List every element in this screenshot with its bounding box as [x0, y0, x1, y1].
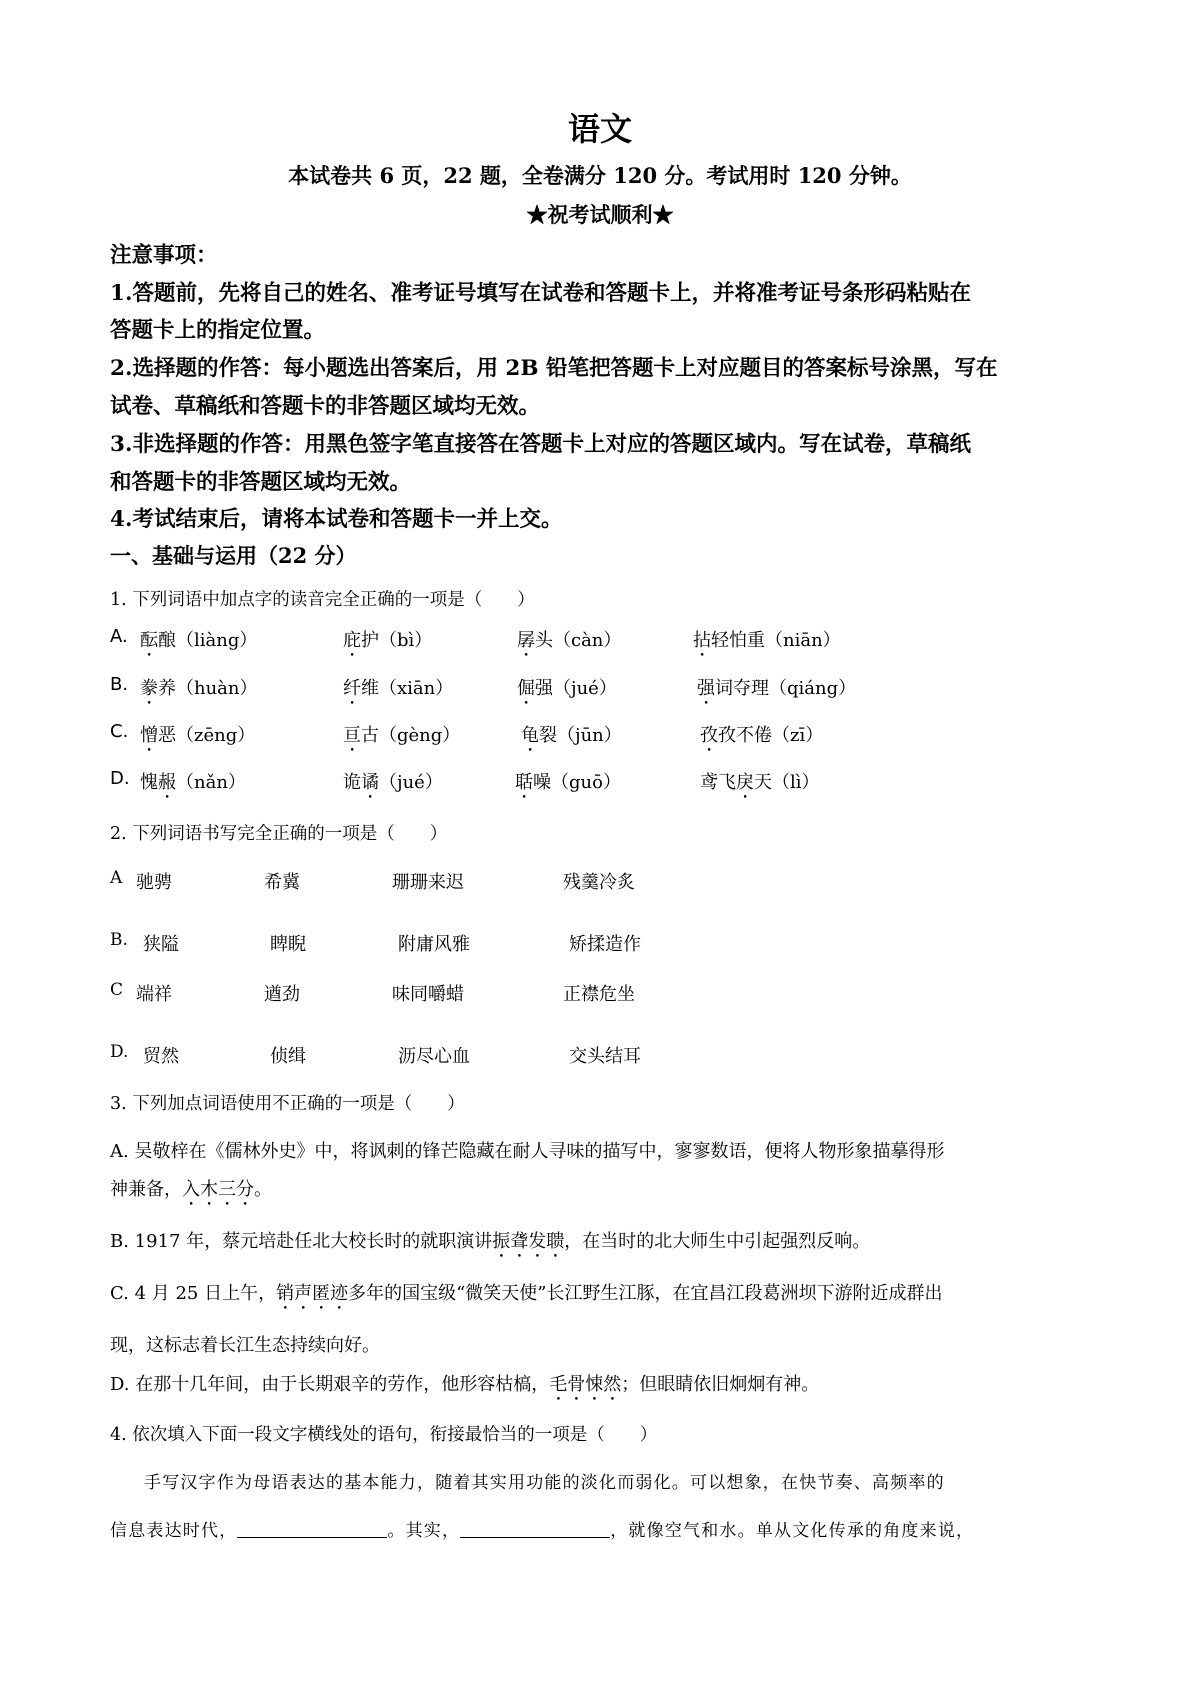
option-word: 庇护（bì） [343, 630, 433, 651]
option-word: 纤维（xiān） [343, 678, 454, 699]
page-title: 语文 [567, 110, 632, 148]
notice-line: 2.选择题的作答：每小题选出答案后，用 2B 铅笔把答题卡上对应题目的答案标号涂黑，写在 [110, 356, 998, 381]
option-label: B. [110, 674, 129, 695]
option-word: 矫揉造作 [569, 934, 641, 955]
option-word: 豢养（huàn） [140, 678, 258, 699]
section-heading: 一、基础与运用（22 分） [110, 543, 357, 568]
exam-info: 本试卷共 6 页，22 题，全卷满分 120 分。考试用时 120 分钟。 [288, 163, 912, 188]
question-1-stem: 1. 下列词语中加点字的读音完全正确的一项是（ ） [110, 590, 535, 610]
q4-passage-line2: 信息表达时代， 。其实， ，就像空气和水。单从文化传承的角度来说， [110, 1521, 975, 1541]
option-word: 狭隘 [143, 934, 179, 955]
q3-option-d: D. 在那十几年间，由于长期艰辛的劳作，他形容枯槁，毛骨悚然；但眼睛依旧炯炯有神。 [110, 1374, 820, 1395]
option-word: 端祥 [136, 984, 172, 1005]
option-word: 聒噪（guō） [515, 772, 621, 793]
option-word: 睥睨 [270, 934, 306, 955]
q3-option-c-line2: 现，这标志着长江生态持续向好。 [110, 1335, 380, 1356]
q3-option-a-line1: A. 吴敬梓在《儒林外史》中，将讽刺的锋芒隐藏在耐人寻味的描写中，寥寥数语，便将人物形象描摹得形 [110, 1141, 945, 1162]
option-word: 贸然 [143, 1046, 179, 1067]
question-2-stem: 2. 下列词语书写完全正确的一项是（ ） [110, 824, 448, 844]
option-word: 强词夺理（qiáng） [697, 678, 857, 699]
question-4-stem: 4. 依次填入下面一段文字横线处的语句，衔接最恰当的一项是（ ） [110, 1425, 658, 1445]
option-word: 孱头（càn） [517, 630, 622, 651]
notice-line: 和答题卡的非答题区域均无效。 [110, 470, 412, 495]
option-label: D. [110, 1042, 129, 1062]
option-word: 鸢飞戾天（lì） [700, 772, 820, 793]
option-word: 诡谲（jué） [343, 772, 443, 793]
notice-line: 答题卡上的指定位置。 [110, 318, 326, 343]
option-word: 交头结耳 [569, 1046, 641, 1067]
notice-line: 试卷、草稿纸和答题卡的非答题区域均无效。 [110, 394, 541, 419]
option-word: 酝酿（liàng） [140, 630, 258, 651]
q3-option-a-line2: 神兼备，入木三分。 [110, 1179, 272, 1200]
option-word: 残羹冷炙 [563, 872, 635, 893]
option-word: 侦缉 [270, 1046, 306, 1067]
notice-line: 4.考试结束后，请将本试卷和答题卡一并上交。 [110, 507, 563, 532]
q3-option-b: B. 1917 年，蔡元培赴任北大校长时的就职演讲振聋发聩，在当时的北大师生中引起强烈反响。 [110, 1231, 871, 1252]
option-label: B. [110, 930, 128, 950]
option-label: A. [110, 626, 128, 647]
notice-line: 1.答题前，先将自己的姓名、准考证号填写在试卷和答题卡上，并将准考证号条形码粘贴在 [110, 281, 971, 306]
notice-heading: 注意事项： [110, 243, 218, 268]
option-word: 珊珊来迟 [392, 872, 464, 893]
option-word: 遒劲 [264, 984, 300, 1005]
option-word: 龟裂（jūn） [521, 725, 622, 746]
q4-passage-line1: 手写汉字作为母语表达的基本能力，随着其实用功能的淡化而弱化。可以想象，在快节奏、高频率的 [144, 1473, 945, 1493]
option-word: 驰骋 [136, 872, 172, 893]
notice-line: 3.非选择题的作答：用黑色签字笔直接答在答题卡上对应的答题区域内。写在试卷，草稿纸 [110, 432, 971, 457]
option-word: 沥尽心血 [398, 1046, 470, 1067]
option-word: 希冀 [264, 872, 300, 893]
question-3-stem: 3. 下列加点词语使用不正确的一项是（ ） [110, 1094, 465, 1114]
option-label: C [110, 980, 124, 1000]
option-word: 倔强（jué） [517, 678, 617, 699]
answer-blank[interactable] [237, 1519, 387, 1538]
option-label: A [110, 868, 123, 888]
option-word: 愧赧（nǎn） [140, 772, 246, 793]
option-label: D. [110, 768, 130, 789]
option-word: 附庸风雅 [398, 934, 470, 955]
q3-option-c-line1: C. 4 月 25 日上午，销声匿迹多年的国宝级“微笑天使”长江野生江豚，在宜昌江段葛洲坝下游附近成群出 [110, 1283, 943, 1304]
option-word: 亘古（gèng） [343, 725, 461, 746]
option-word: 憎恶（zēng） [140, 725, 256, 746]
option-word: 正襟危坐 [563, 984, 635, 1005]
answer-blank[interactable] [460, 1519, 610, 1538]
option-label: C. [110, 721, 129, 742]
option-word: 孜孜不倦（zī） [700, 725, 824, 746]
option-word: 拈轻怕重（niān） [693, 630, 841, 651]
exam-wish: ★祝考试顺利★ [526, 202, 674, 227]
option-word: 味同嚼蜡 [392, 984, 464, 1005]
